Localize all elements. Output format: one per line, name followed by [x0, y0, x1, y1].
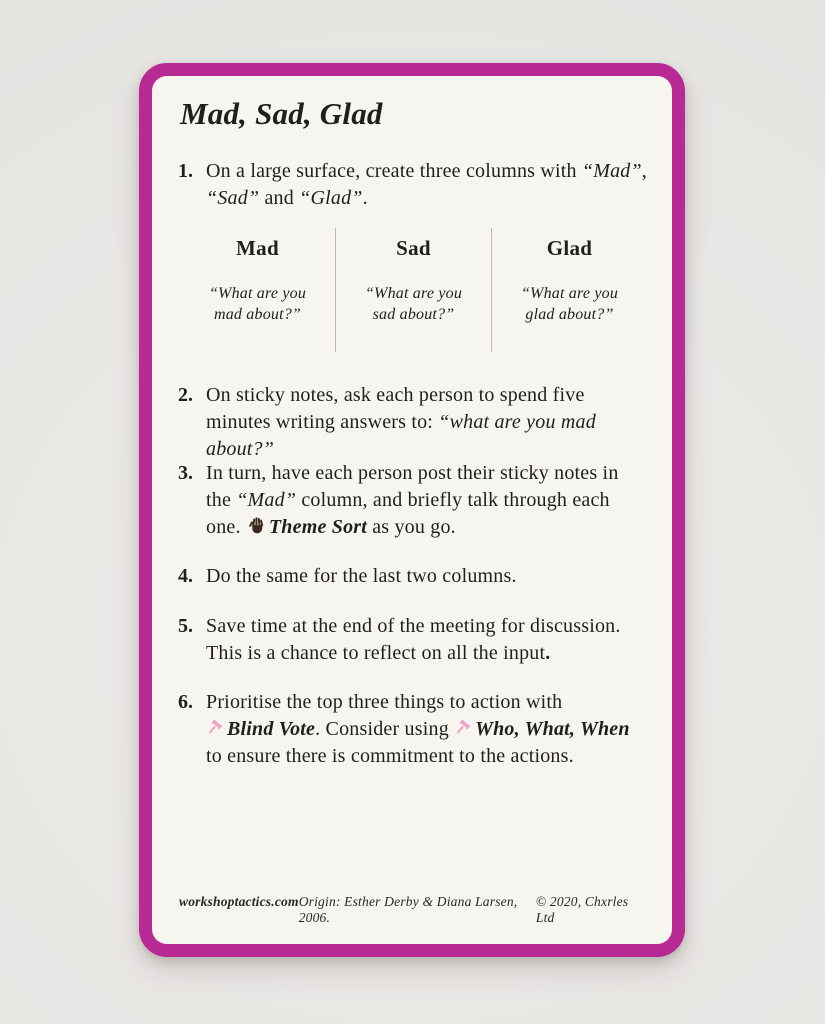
step-text-segment: Blind Vote	[227, 718, 316, 740]
tactic-card	[139, 63, 685, 957]
hand-icon	[248, 516, 267, 535]
quote-line: sad about?”	[372, 306, 455, 323]
card-footer	[179, 894, 643, 926]
step-text-segment: “what are you mad about?”	[206, 411, 596, 460]
column-header: Glad	[546, 236, 593, 260]
step-text-segment: On sticky notes, ask each person to spend five	[206, 384, 585, 406]
copyright-notice: © 2020, Chxrles Ltd	[535, 894, 629, 925]
step-text-segment: ,	[641, 160, 647, 182]
table-column-mad	[180, 228, 335, 352]
step-number: 5.	[178, 615, 193, 637]
quote-line: mad about?”	[213, 306, 302, 323]
quote-line: “What are you	[364, 285, 463, 302]
step-text-segment: In turn, have each person post their sticky notes in	[206, 462, 619, 484]
step-text-segment: and	[259, 187, 300, 209]
step-text-segment: to ensure there is commitment to the actions.	[206, 745, 574, 767]
origin-credit: Origin: Esther Derby & Diana Larsen, 2006.	[298, 894, 518, 925]
step-text-segment: column, and briefly talk through each	[296, 489, 610, 511]
card-title: Mad, Sad, Glad	[180, 96, 383, 131]
step-text	[206, 613, 658, 667]
step-text	[206, 689, 658, 770]
quote-line: “What are you	[208, 285, 307, 302]
step-number: 3.	[178, 462, 193, 484]
step-text-segment: “Mad”	[581, 160, 642, 182]
step-text-segment: . Consider using	[315, 718, 455, 740]
column-header: Sad	[396, 236, 431, 260]
step-text-segment: Save time at the end of the meeting for discussion.	[206, 615, 621, 637]
step-text-segment: “Mad”	[236, 489, 297, 511]
step-text-segment: as you go.	[367, 516, 456, 538]
step-text	[206, 382, 658, 463]
step-text	[206, 460, 658, 541]
quote-line: glad about?”	[525, 306, 614, 323]
step-text-segment: On a large surface, create three columns with	[206, 160, 582, 182]
step-text	[206, 563, 658, 590]
table-column-glad	[491, 228, 647, 352]
step-text-segment: Who, What, When	[475, 718, 630, 740]
website-url: workshoptactics.com	[179, 894, 299, 909]
column-header: Mad	[236, 236, 279, 260]
step-number: 1.	[178, 160, 193, 182]
step-text-segment: Theme Sort	[268, 516, 368, 538]
table-column-sad	[335, 228, 491, 352]
step-text-segment: one.	[206, 516, 246, 538]
step-text-segment: This is a chance to reflect on all the input	[206, 642, 546, 664]
step-text-segment: “Sad”	[206, 187, 260, 209]
step-text-segment: .	[362, 187, 368, 209]
gavel-icon	[454, 720, 471, 737]
column-quote	[492, 283, 647, 325]
column-quote	[180, 283, 335, 325]
step-text-segment: .	[545, 642, 551, 664]
mad-sad-glad-table	[180, 228, 647, 352]
step-number: 4.	[178, 565, 193, 587]
step-text-segment: the	[206, 489, 237, 511]
step-number: 2.	[178, 384, 193, 406]
quote-line: “What are you	[520, 285, 619, 302]
step-text-segment: minutes writing answers to:	[206, 411, 439, 433]
column-quote	[336, 283, 491, 325]
step-text-segment: “Glad”	[299, 187, 363, 209]
step-text-segment: Do the same for the last two columns.	[206, 565, 517, 587]
card-content	[152, 76, 672, 944]
gavel-icon	[206, 720, 223, 737]
step-number: 6.	[178, 691, 193, 713]
step-text-segment: Prioritise the top three things to action with	[206, 691, 563, 713]
step-text	[206, 158, 658, 212]
